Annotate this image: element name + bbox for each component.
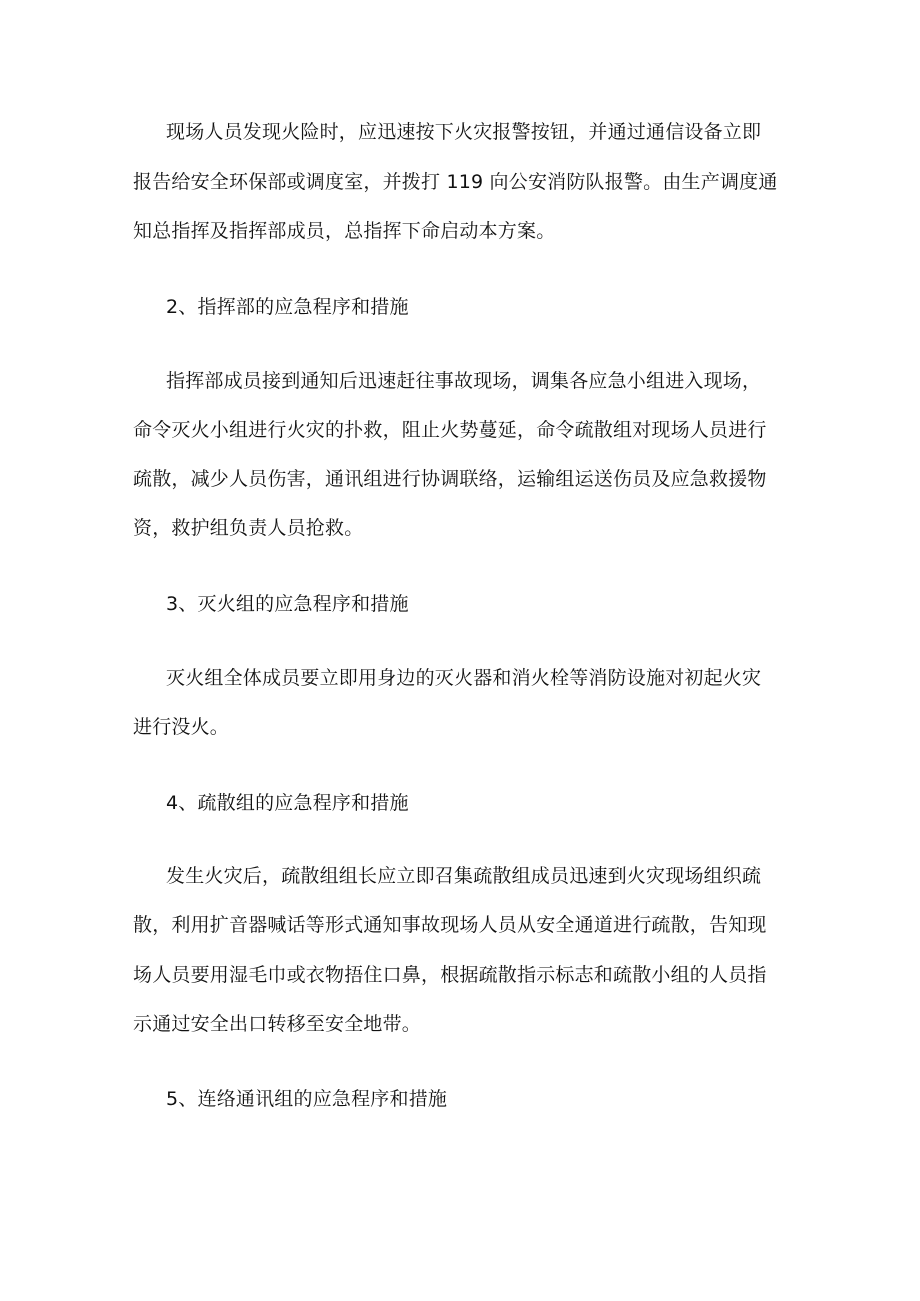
paragraph-line: 疏散，减少人员伤害，通讯组进行协调联络，运输组运送伤员及应急救援物 — [133, 468, 767, 490]
paragraph-line: 示通过安全出口转移至安全地带。 — [133, 1013, 422, 1035]
section-heading-4: 4、疏散组的应急程序和措施 — [166, 792, 409, 814]
paragraph-line: 进行没火。 — [133, 716, 230, 738]
paragraph-line: 发生火灾后，疏散组组长应立即召集疏散组成员迅速到火灾现场组织疏 — [166, 865, 762, 887]
paragraph-line: 命令灭火小组进行火灾的扑救，阻止火势蔓延，命令疏散组对现场人员进行 — [133, 419, 767, 441]
paragraph-line: 散，利用扩音器喊话等形式通知事故现场人员从安全通道进行疏散，告知现 — [133, 914, 767, 936]
paragraph-line: 指挥部成员接到通知后迅速赶往事故现场，调集各应急小组进入现场， — [166, 370, 762, 392]
paragraph-line: 知总指挥及指挥部成员，总指挥下命启动本方案。 — [133, 220, 556, 242]
paragraph-line: 报告给安全环保部或调度室，并拨打 119 向公安消防队报警。由生产调度通 — [133, 171, 778, 193]
paragraph-line: 资，救护组负责人员抢救。 — [133, 517, 364, 539]
section-heading-2: 2、指挥部的应急程序和措施 — [166, 296, 409, 318]
paragraph-line: 灭火组全体成员要立即用身边的灭火器和消火栓等消防设施对初起火灾 — [166, 667, 762, 689]
paragraph-line: 现场人员发现火险时，应迅速按下火灾报警按钮，并通过通信设备立即 — [166, 121, 762, 143]
section-heading-5: 5、连络通讯组的应急程序和措施 — [166, 1088, 448, 1110]
section-heading-3: 3、灭火组的应急程序和措施 — [166, 593, 409, 615]
paragraph-line: 场人员要用湿毛巾或衣物捂住口鼻，根据疏散指示标志和疏散小组的人员指 — [133, 964, 767, 986]
